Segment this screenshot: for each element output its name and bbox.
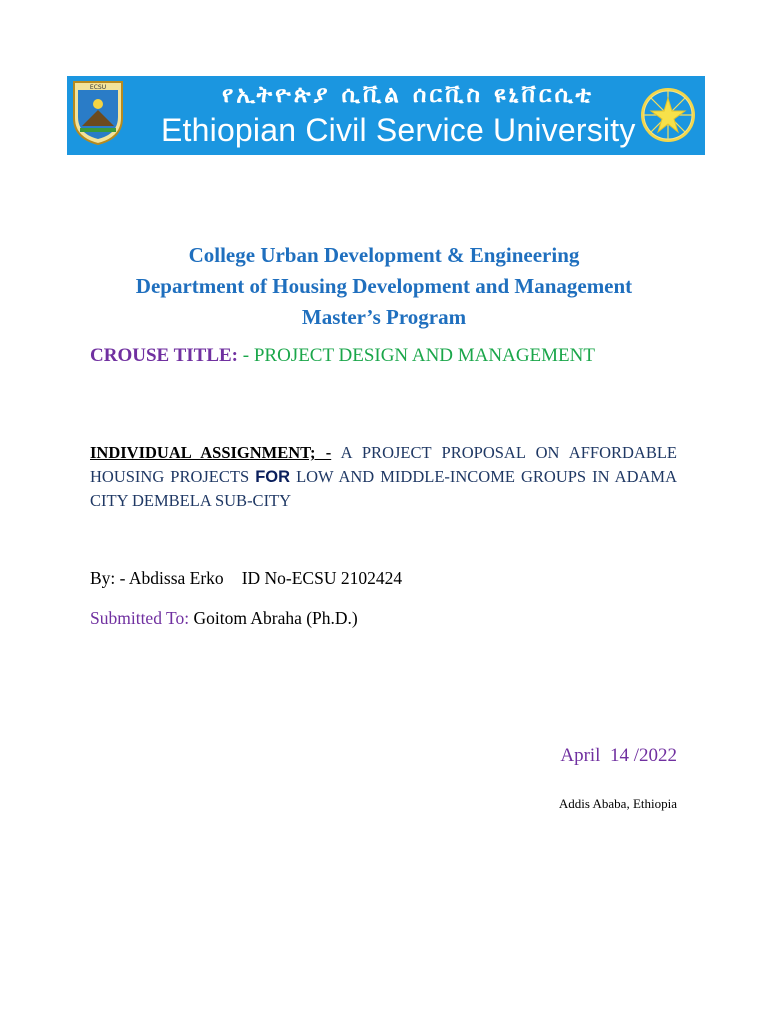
assignment-text-part1: A PROJECT PROPOSAL ON AFFORDABLE HOUSING PROJECTS <box>90 443 677 486</box>
submitted-to-label: Submitted To: <box>90 608 190 628</box>
submission-place: Addis Ababa, Ethiopia <box>558 796 677 811</box>
course-title-label: CROUSE TITLE: <box>90 345 239 366</box>
submitted-to-line <box>90 608 358 629</box>
submitted-to-value: Goitom Abraha (Ph.D.) <box>189 608 358 628</box>
author-name: By: - Abdissa Erko <box>90 568 224 588</box>
assignment-text-part2: LOW AND MIDDLE-INCOME GROUPS IN ADAMA CITY DEMBELA SUB-CITY <box>90 467 678 510</box>
seal-label: ECSU <box>89 84 107 91</box>
heading-block <box>0 240 768 333</box>
star-emblem-icon <box>637 84 699 146</box>
author-line <box>90 568 402 589</box>
program-name: Master’s Program <box>301 305 467 329</box>
college-name: College Urban Development & Engineering <box>188 243 580 267</box>
author-id: ID No-ECSU 2102424 <box>241 568 403 588</box>
assignment-for-word: FOR <box>255 468 291 486</box>
submission-date: April 14 /2022 <box>560 745 677 766</box>
assignment-label: INDIVIDUAL ASSIGNMENT; - <box>90 443 332 462</box>
university-banner <box>67 76 705 155</box>
department-name: Department of Housing Development and Management <box>135 274 633 298</box>
university-seal-icon <box>70 80 126 146</box>
course-title-value: - PROJECT DESIGN AND MANAGEMENT <box>238 345 595 366</box>
course-title <box>90 345 595 367</box>
university-name-amharic: የኢትዮጵያ ሲቪል ሰርቪስ ዩኒቨርሲቲ <box>222 82 595 108</box>
university-name: Ethiopian Civil Service University <box>161 112 636 148</box>
assignment-description <box>90 441 677 513</box>
